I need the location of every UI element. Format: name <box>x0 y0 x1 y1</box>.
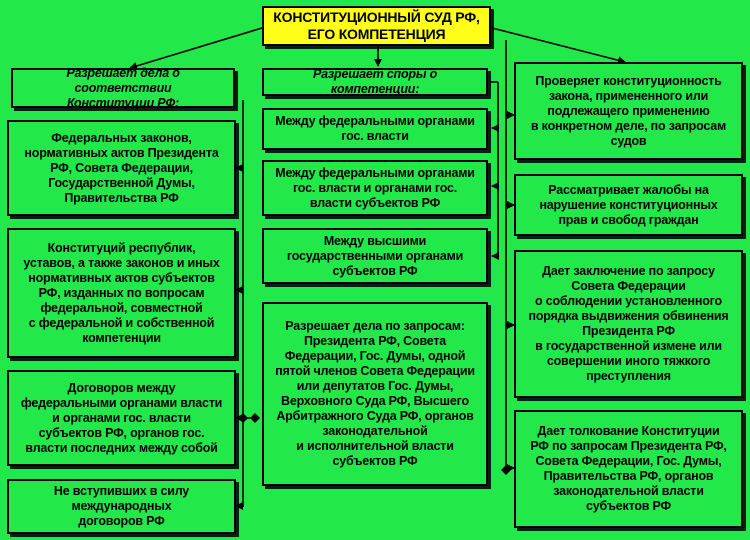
right-item-complaints: Рассматривает жалобы на нарушение конституционных прав и свобод граждан <box>514 174 743 236</box>
middle-item-requests: Разрешает дела по запросам: Президента РФ, Совета Федерации, Гос. Думы, одной пятой членов Совета Федерации или депутатов Гос. Думы, Верховного Суда РФ, Высшего Арбитражного Суда РФ, органов законодательной и исполнительной власти субъектов РФ <box>262 302 488 486</box>
middle-item-federal-bodies: Между федеральными органами гос. власти <box>262 108 488 150</box>
node-right <box>501 465 511 475</box>
diagram-title: КОНСТИТУЦИОННЫЙ СУД РФ, ЕГО КОМПЕТЕНЦИЯ <box>262 6 491 46</box>
right-item-interpretation: Дает толкование Конституции РФ по запросам Президента РФ, Совета Федерации, Гос. Думы, Правительства РФ, органов законодательной власти субъектов РФ <box>514 410 743 528</box>
arrow-title-to-right <box>492 28 625 62</box>
right-item-constitutionality-check: Проверяет конституционность закона, примененного или подлежащего применению в конкретном деле, по запросам судов <box>514 62 743 160</box>
left-item-international-treaties: Не вступивших в силу международных договоров РФ <box>7 479 236 534</box>
right-item-impeachment-opinion: Дает заключение по запросу Совета Федерации о соблюдении установленного порядка выдвижения обвинения Президента РФ в государственной измене или совершении иного тяжкого преступления <box>514 250 743 398</box>
left-item-federal-laws: Федеральных законов, нормативных актов Президента РФ, Совета Федерации, Государственной Думы, Правительства РФ <box>7 120 236 216</box>
left-item-republic-constitutions: Конституций республик, уставов, а также законов и иных нормативных актов субъектов РФ, изданных по вопросам федеральной, совместной с федеральной и собственной компетенции <box>7 228 236 358</box>
middle-column-header: Разрешает споры о компетенции: <box>262 68 488 96</box>
left-item-treaties: Договоров между федеральными органами власти и органами гос. власти субъектов РФ, органов гос. власти последних между собой <box>7 370 236 466</box>
middle-item-higher-bodies: Между высшими государственными органами субъектов РФ <box>262 228 488 284</box>
middle-item-federal-regional: Между федеральными органами гос. власти и органами гос. власти субъектов РФ <box>262 160 488 216</box>
arrow-title-to-left <box>130 28 262 68</box>
left-column-header: Разрешает дела о соответствии Конституции РФ: <box>11 68 235 108</box>
node-left <box>238 413 248 423</box>
node-middle <box>250 413 260 423</box>
